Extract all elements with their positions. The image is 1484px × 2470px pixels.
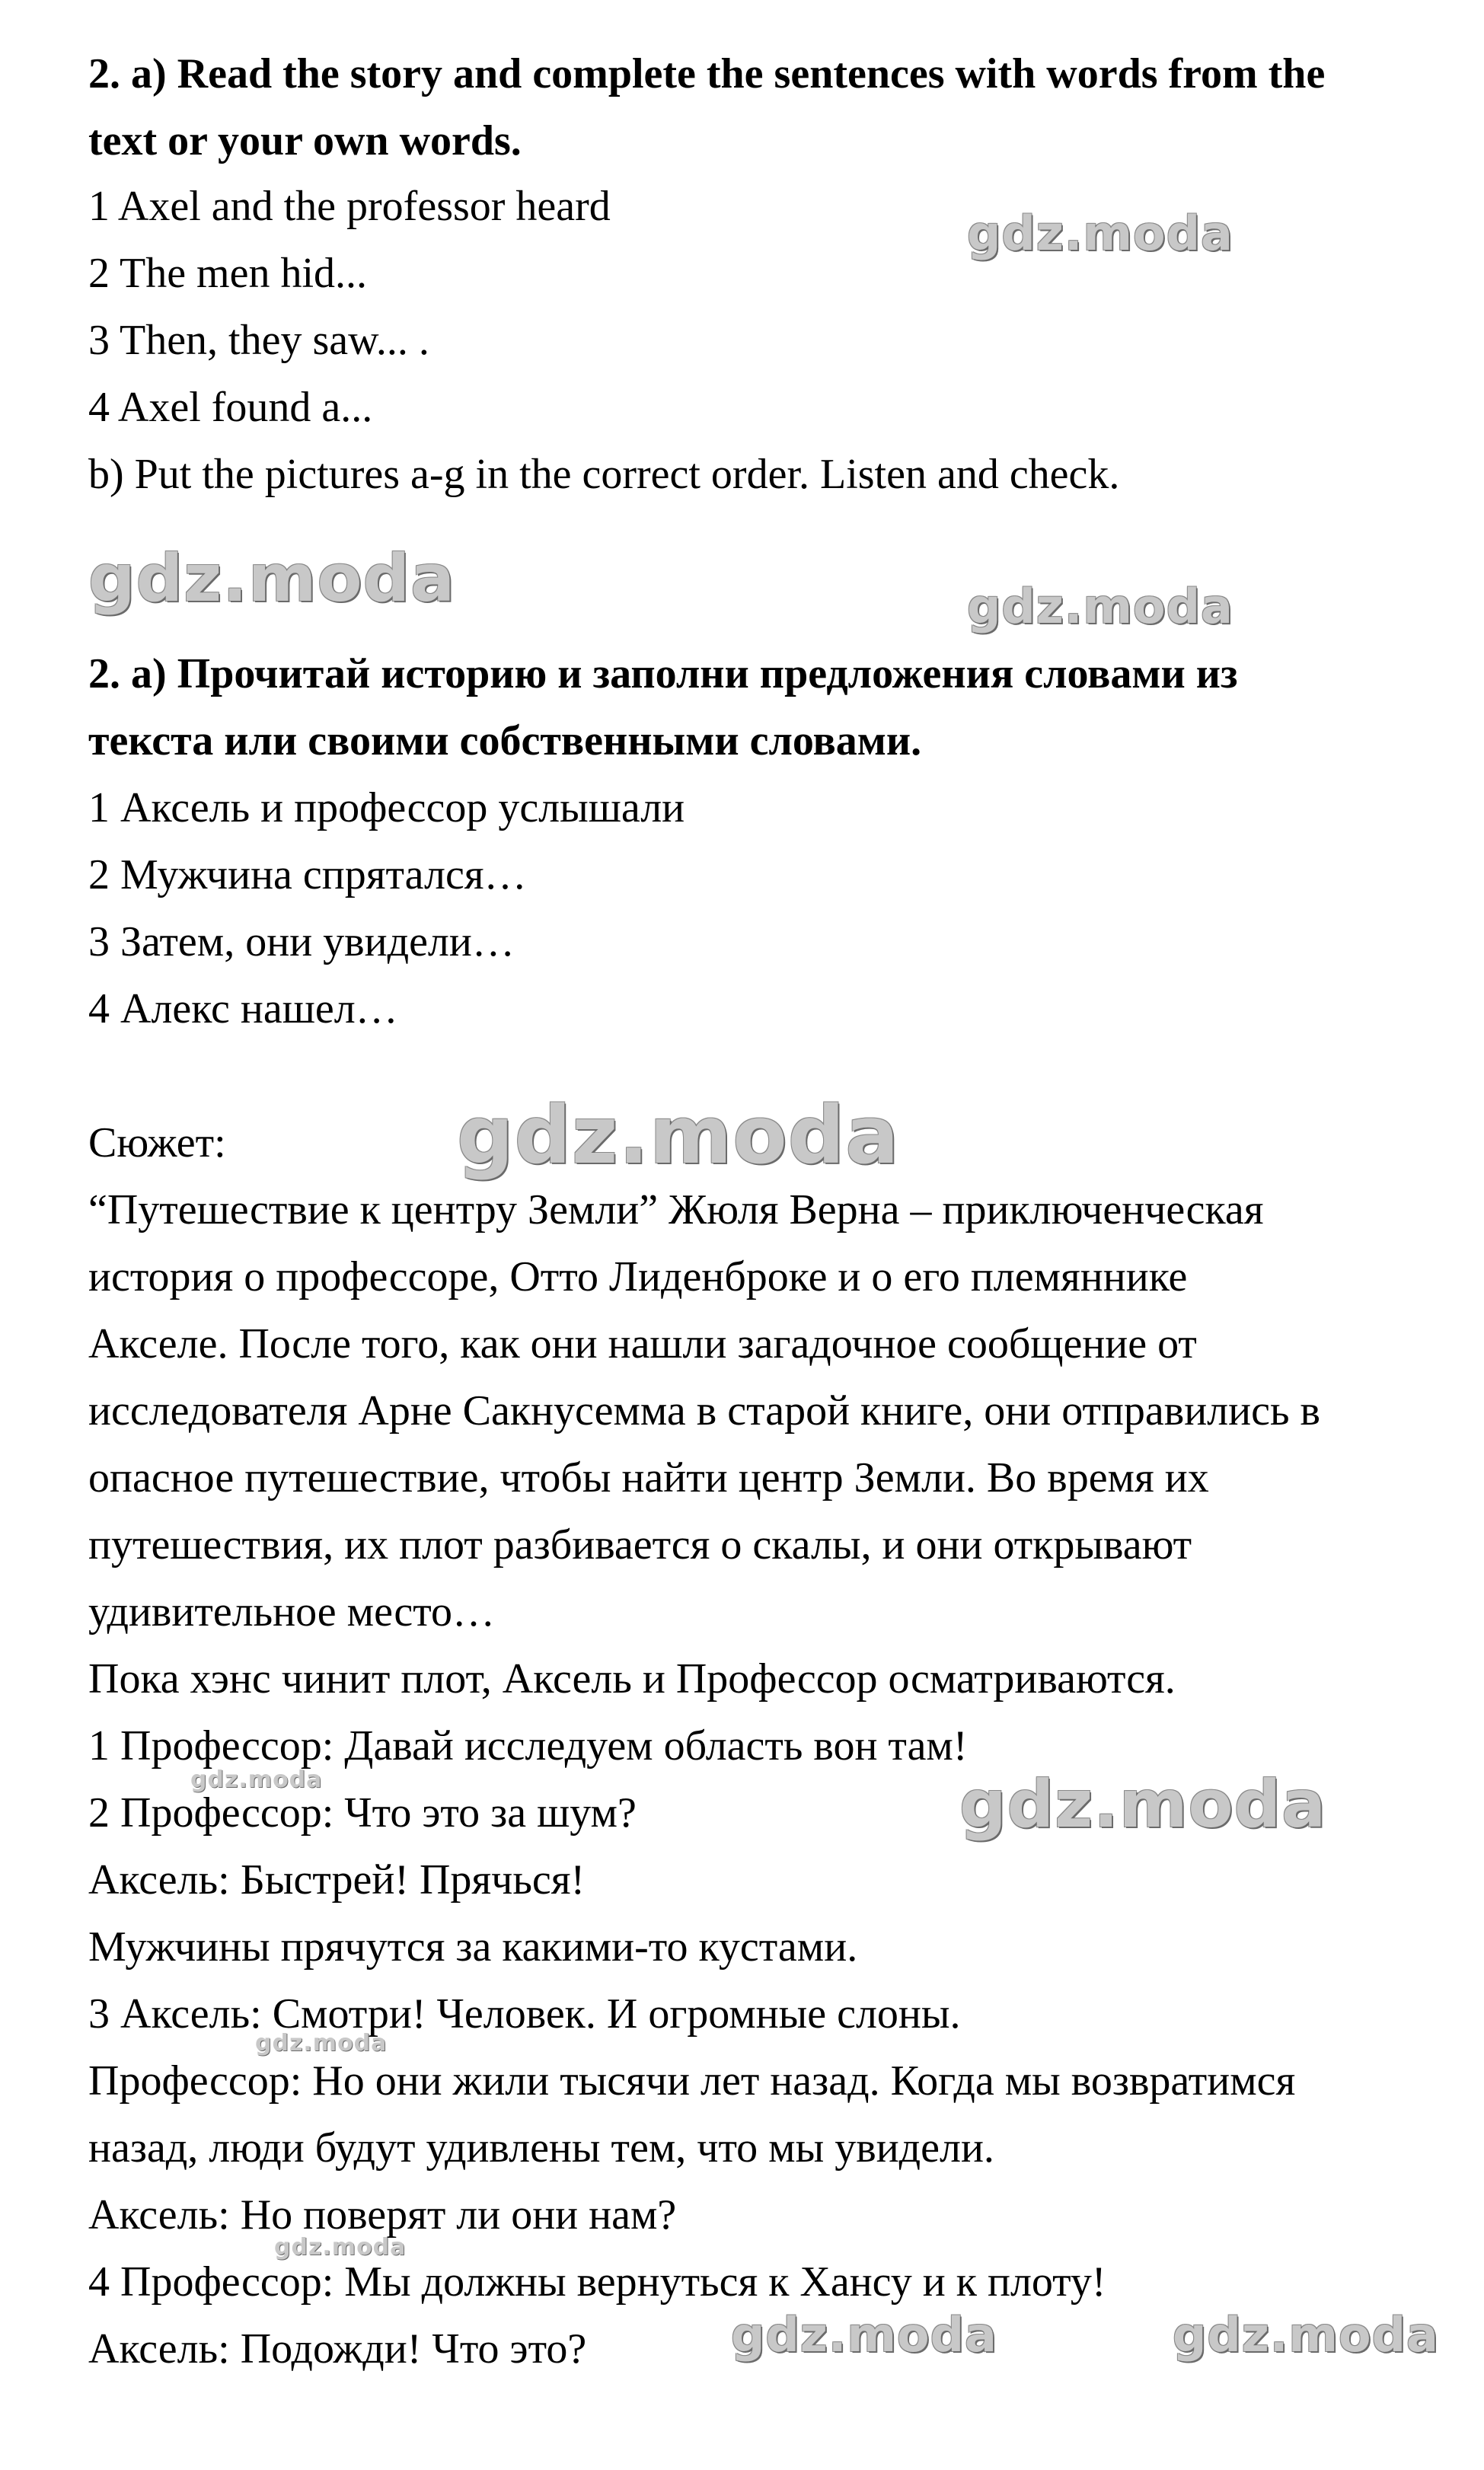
watermark: gdz.moda — [731, 2307, 997, 2363]
russian-item-3: 3 Затем, они увидели… — [88, 918, 515, 965]
plot-line: 4 Профессор: Мы должны вернуться к Хансу и к плоту! — [88, 2258, 1106, 2306]
plot-line: опасное путешествие, чтобы найти центр Земли. Во время их — [88, 1454, 1209, 1501]
russian-heading-line1: 2. а) Прочитай историю и заполни предложения словами из — [88, 650, 1238, 697]
english-part-b: b) Put the pictures a-g in the correct order. Listen and check. — [88, 451, 1120, 498]
plot-line: 1 Профессор: Давай исследуем область вон там! — [88, 1722, 968, 1770]
russian-item-1: 1 Аксель и профессор услышали — [88, 784, 685, 831]
watermark: gdz.moda — [1173, 2307, 1439, 2363]
plot-line: Аксель: Быстрей! Прячься! — [88, 1856, 586, 1904]
english-item-4: 4 Axel found a... — [88, 384, 373, 431]
plot-line: Акселе. После того, как они нашли загадочное сообщение от — [88, 1320, 1197, 1367]
watermark: gdz.moda — [190, 1766, 323, 1793]
english-item-1: 1 Axel and the professor heard — [88, 183, 611, 230]
plot-line: 2 Профессор: Что это за шум? — [88, 1789, 637, 1837]
watermark: gdz.moda — [88, 541, 456, 617]
watermark: gdz.moda — [457, 1089, 900, 1182]
plot-line: “Путешествие к центру Земли” Жюля Верна – приключенческая — [88, 1186, 1264, 1233]
plot-line: назад, люди будут удивлены тем, что мы увидели. — [88, 2124, 994, 2172]
plot-line: путешествия, их плот разбивается о скалы, и они открывают — [88, 1521, 1192, 1568]
plot-line: Профессор: Но они жили тысячи лет назад. Когда мы возвратимся — [88, 2057, 1296, 2105]
plot-line: удивительное место… — [88, 1588, 495, 1635]
watermark: gdz.moda — [274, 2234, 407, 2261]
russian-item-4: 4 Алекс нашел… — [88, 985, 398, 1032]
english-heading-line1: 2. a) Read the story and complete the sentences with words from the — [88, 50, 1326, 97]
english-item-2: 2 The men hid... — [88, 250, 368, 297]
plot-line: исследователя Арне Сакнусемма в старой книге, они отправились в — [88, 1387, 1320, 1434]
plot-line: Пока хэнс чинит плот, Аксель и Профессор осматриваются. — [88, 1655, 1176, 1703]
russian-item-2: 2 Мужчина спрятался… — [88, 851, 527, 898]
english-heading-line2: text or your own words. — [88, 117, 522, 164]
english-item-3: 3 Then, they saw... . — [88, 317, 429, 364]
plot-line: Аксель: Но поверят ли они нам? — [88, 2191, 677, 2239]
watermark: gdz.moda — [255, 2030, 388, 2057]
plot-line: Мужчины прячутся за какими-то кустами. — [88, 1923, 858, 1971]
watermark: gdz.moda — [959, 1766, 1327, 1843]
russian-heading-line2: текста или своими собственными словами. — [88, 717, 922, 764]
plot-line: история о профессоре, Отто Лиденброке и о его племяннике — [88, 1253, 1188, 1300]
watermark: gdz.moda — [967, 579, 1233, 634]
plot-line: 3 Аксель: Смотри! Человек. И огромные слоны. — [88, 1990, 961, 2038]
plot-line: Аксель: Подожди! Что это? — [88, 2325, 587, 2373]
plot-label: Сюжет: — [88, 1119, 226, 1166]
watermark: gdz.moda — [967, 206, 1233, 261]
